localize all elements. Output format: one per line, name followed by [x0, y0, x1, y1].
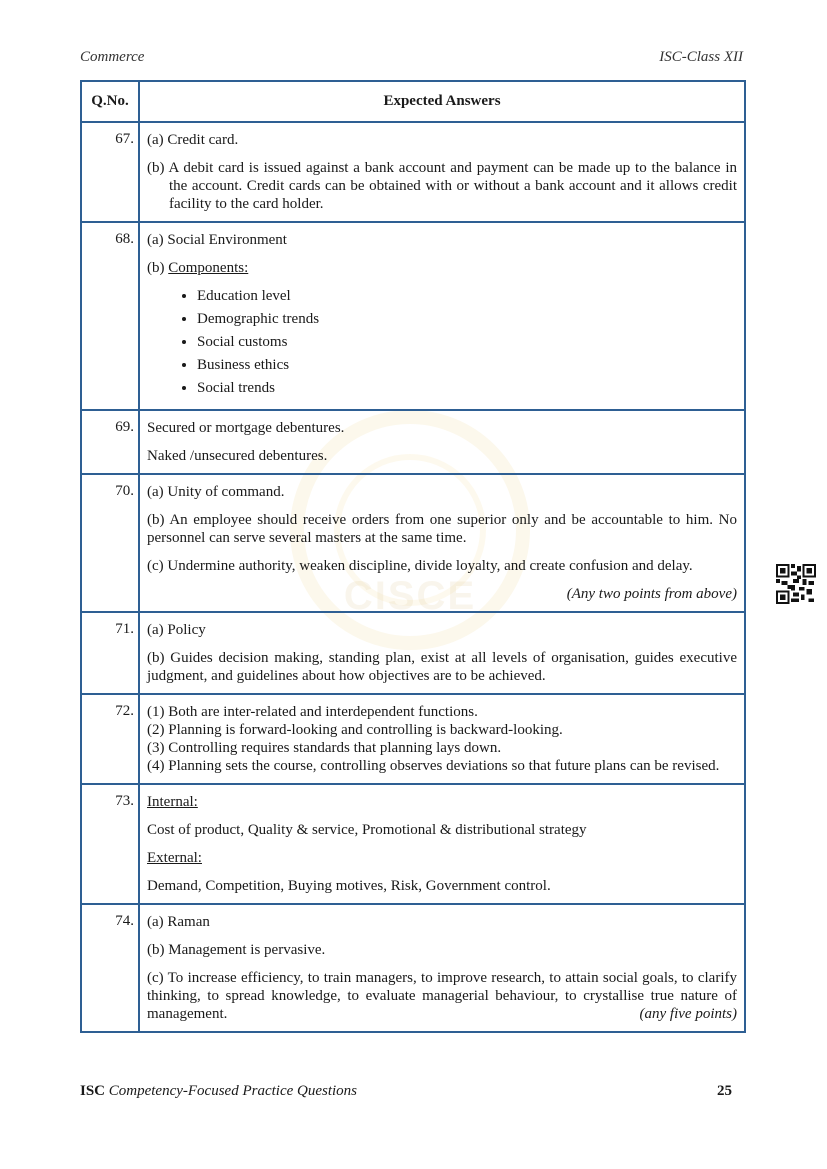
footer-brand: ISC: [80, 1083, 106, 1099]
list-item: • Demographic trends: [197, 310, 737, 328]
marking-note: (any five points): [639, 1006, 737, 1022]
answer-part-a: (a) Policy: [147, 622, 206, 638]
answer-part-a: (a) Credit card.: [147, 132, 239, 148]
answer-part-c-text: (c) To increase efficiency, to train managers, to improve research, to attain social goals, to clarify thinking, to spread knowledge, to evaluate managerial behaviour, to crystallise true nature of management.: [147, 970, 737, 1022]
question-number: 71.: [81, 612, 139, 694]
table-row: [81, 222, 745, 410]
table-row: [81, 612, 745, 694]
answer-part-a: (a) Raman: [147, 914, 210, 930]
answer-line: Naked /unsecured debentures.: [147, 448, 328, 464]
answers-table: [80, 80, 746, 1033]
answer-part-a: (a) Unity of command.: [147, 484, 285, 500]
answer-part-b: (b) An employee should receive orders from one superior only and be accountable to him. No personnel can serve several masters at the same time.: [147, 512, 737, 546]
table-row: [81, 904, 745, 1032]
question-number: 70.: [81, 474, 139, 612]
question-number: 72.: [81, 694, 139, 784]
question-number: 67.: [81, 122, 139, 222]
answer-part-c: (c) Undermine authority, weaken discipline, divide loyalty, and create confusion and delay.: [147, 558, 693, 574]
list-item: • Education level: [197, 287, 737, 305]
answer-cell: [139, 784, 745, 904]
answer-part-b: (b) Guides decision making, standing plan, exist at all levels of organisation, guides executive judgment, and guidelines about how objectives are to be achieved.: [147, 650, 737, 684]
answer-cell: [139, 904, 745, 1032]
internal-factors: Cost of product, Quality & service, Promotional & distributional strategy: [147, 822, 587, 838]
header-subject: Commerce: [80, 49, 145, 65]
marking-note: (Any two points from above): [566, 586, 737, 602]
answer-line: Secured or mortgage debentures.: [147, 420, 345, 436]
question-number: 69.: [81, 410, 139, 474]
answer-point-4: (4) Planning sets the course, controlling observes deviations so that future plans can be revised.: [147, 758, 720, 774]
page-footer: [80, 1083, 732, 1100]
answer-part-b: (b) Management is pervasive.: [147, 942, 326, 958]
internal-label: Internal:: [147, 794, 198, 810]
table-row: [81, 694, 745, 784]
external-label: External:: [147, 850, 202, 866]
question-number: 68.: [81, 222, 139, 410]
footer-title: Competency-Focused Practice Questions: [108, 1083, 358, 1099]
answer-part-c: [147, 969, 737, 1023]
list-item: • Social trends: [197, 379, 737, 397]
answer-cell: [139, 694, 745, 784]
answer-part-a: (a) Social Environment: [147, 232, 287, 248]
answer-part-b: [147, 259, 737, 277]
list-item: • Business ethics: [197, 356, 737, 374]
components-list: [147, 287, 737, 397]
part-b-prefix: (b): [147, 260, 169, 276]
components-label: Components:: [168, 260, 249, 276]
table-row: [81, 474, 745, 612]
col-header-qno: Q.No.: [81, 81, 139, 122]
external-factors: Demand, Competition, Buying motives, Risk, Government control.: [147, 878, 551, 894]
watermark-text: CISCE: [343, 574, 477, 618]
answer-point-2: (2) Planning is forward-looking and controlling is backward-looking.: [147, 722, 563, 738]
answer-point-1: (1) Both are inter-related and interdependent functions.: [147, 704, 478, 720]
list-item: • Social customs: [197, 333, 737, 351]
table-row: [81, 410, 745, 474]
answer-cell: [139, 410, 745, 474]
header-class: ISC-Class XII: [659, 49, 743, 65]
page-number: 25: [717, 1083, 732, 1099]
table-row: [81, 784, 745, 904]
question-number: 73.: [81, 784, 139, 904]
question-number: 74.: [81, 904, 139, 1032]
answer-cell: [139, 474, 745, 612]
qr-code-icon[interactable]: [776, 564, 816, 604]
table-row: [81, 122, 745, 222]
answer-cell: [139, 222, 745, 410]
col-header-answers: Expected Answers: [139, 81, 745, 122]
table-header-row: [81, 81, 745, 122]
answer-cell: [139, 122, 745, 222]
answer-part-b: (b) A debit card is issued against a bank account and payment can be made up to the balance in the account. Credit cards can be obtained with or without a bank account and it allows credit facility to the card holder.: [147, 160, 737, 212]
answer-cell: [139, 612, 745, 694]
answer-point-3: (3) Controlling requires standards that planning lays down.: [147, 740, 502, 756]
